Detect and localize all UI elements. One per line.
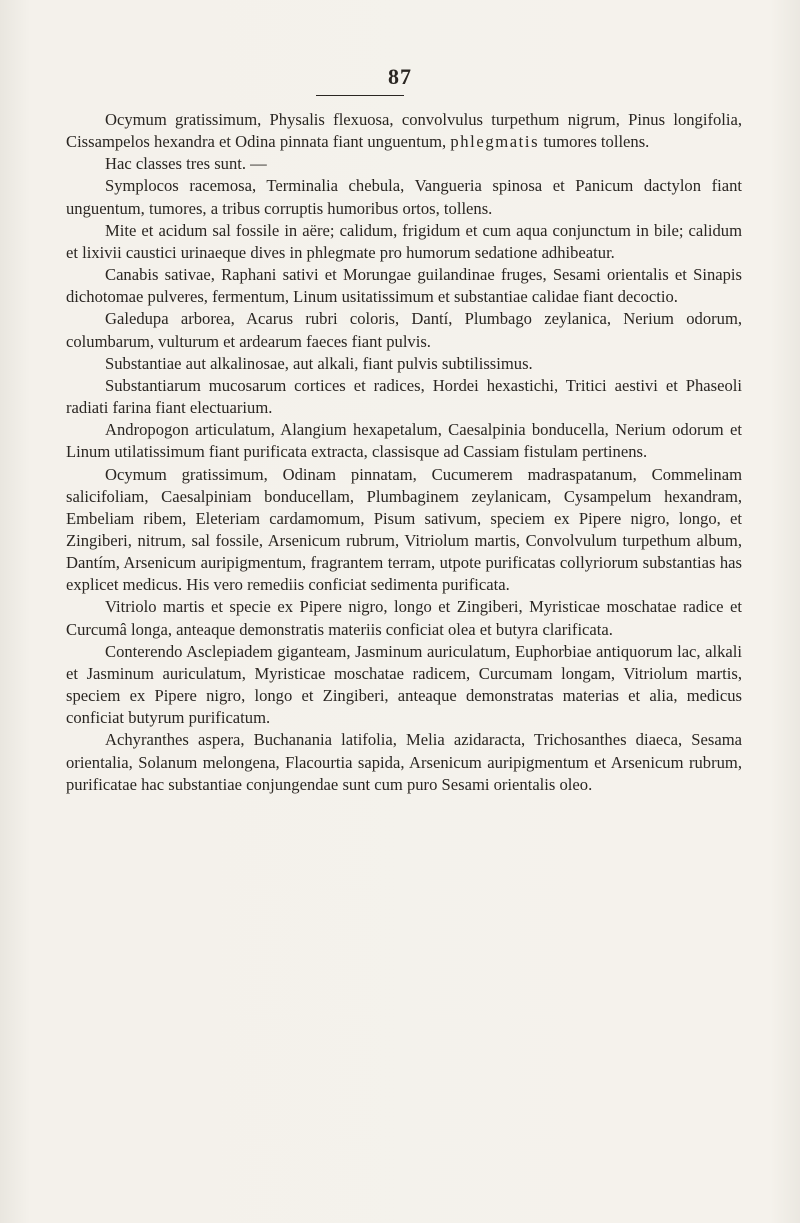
paragraph-12: Conterendo Asclepiadem giganteam, Jasminum auriculatum, Euphorbiae antiquorum lac, alkali et Jasminum auriculatum, Myristicae moschatae radicem, Curcumam longam, Vitriolum martis, speciem ex Pipere nigro, longo et Zingiberi, anteaque demonstratas materias et alia, medicus conficiat butyrum purificatum.	[66, 641, 742, 728]
paragraph-3: Symplocos racemosa, Terminalia chebula, Vangueria spinosa et Panicum dactylon fiant unguentum, tumores, a tribus corruptis humoribus ortos, tollens.	[66, 176, 742, 218]
emphasized-word: phlegmatis	[450, 132, 540, 152]
paragraph-13: Achyranthes aspera, Buchanania latifolia, Melia azidaracta, Trichosanthes diaeca, Sesama orientalia, Solanum melongena, Flacourtia sapida, Arsenicum auripigmentum et Arsenicum rubrum, purificatae hac substantiae conjungendae sunt cum puro Sesami orientalis oleo.	[66, 730, 742, 794]
paragraph-2: Hac classes tres sunt. —	[105, 154, 267, 174]
paragraph-5: Canabis sativae, Raphani sativi et Morungae guilandinae fruges, Sesami orientalis et Sinapis dichotomae pulveres, fermentum, Linum usitatissimum et substantiae calidae fiant decoctio.	[66, 265, 742, 307]
paragraph-6: Galedupa arborea, Acarus rubri coloris, Dantí, Plumbago zeylanica, Nerium odorum, columbarum, vulturum et ardearum faeces fiant pulvis.	[66, 309, 742, 351]
paragraph-9: Andropogon articulatum, Alangium hexapetalum, Caesalpinia bonducella, Nerium odorum et Linum utilatissimum fiant purificata extracta, classisque ad Cassiam fistulam pertinens.	[66, 420, 742, 462]
paragraph-7: Substantiae aut alkalinosae, aut alkali, fiant pulvis subtilissimus.	[105, 353, 533, 373]
page-number: 87	[388, 64, 412, 89]
body-text	[66, 109, 742, 796]
page-number-rule	[316, 95, 404, 96]
paragraph-10: Ocymum gratissimum, Odinam pinnatam, Cucumerem madraspatanum, Commelinam salicifoliam, Caesalpiniam bonducellam, Plumbaginem zeylanicam, Cysampelum hexandram, Embeliam ribem, Eleteriam cardamomum, Pisum sativum, speciem ex Pipere nigro, longo, et Zingiberi, nitrum, sal fossile, Arsenicum rubrum, Vitriolum martis, Convolvulum turpethum album, Dantím, Arsenicum auripigmentum, fragrantem terram, utpote purificatas collyriorum substantias has explicet medicus. His vero remediis conficiat sedimenta purificata.	[66, 464, 742, 595]
paragraph-11: Vitriolo martis et specie ex Pipere nigro, longo et Zingiberi, Myristicae moschatae radice et Curcumâ longa, anteaque demonstratis materiis conficiat olea et butyra clarificata.	[66, 597, 742, 639]
paragraph-1: Ocymum gratissimum, Physalis flexuosa, convolvulus turpethum nigrum, Pinus longifolia, Cissampelos hexandra et Odina pinnata fiant unguentum, phlegmatis tumores tollens.	[66, 110, 742, 152]
paragraph-8: Substantiarum mucosarum cortices et radices, Hordei hexastichi, Tritici aestivi et Phaseoli radiati farina fiant electuarium.	[66, 375, 742, 418]
paragraph-4: Mite et acidum sal fossile in aëre; calidum, frigidum et cum aqua conjunctum in bile; calidum et lixivii caustici urinaeque dives in phlegmate pro humorum sedatione adhibeatur.	[66, 220, 742, 262]
